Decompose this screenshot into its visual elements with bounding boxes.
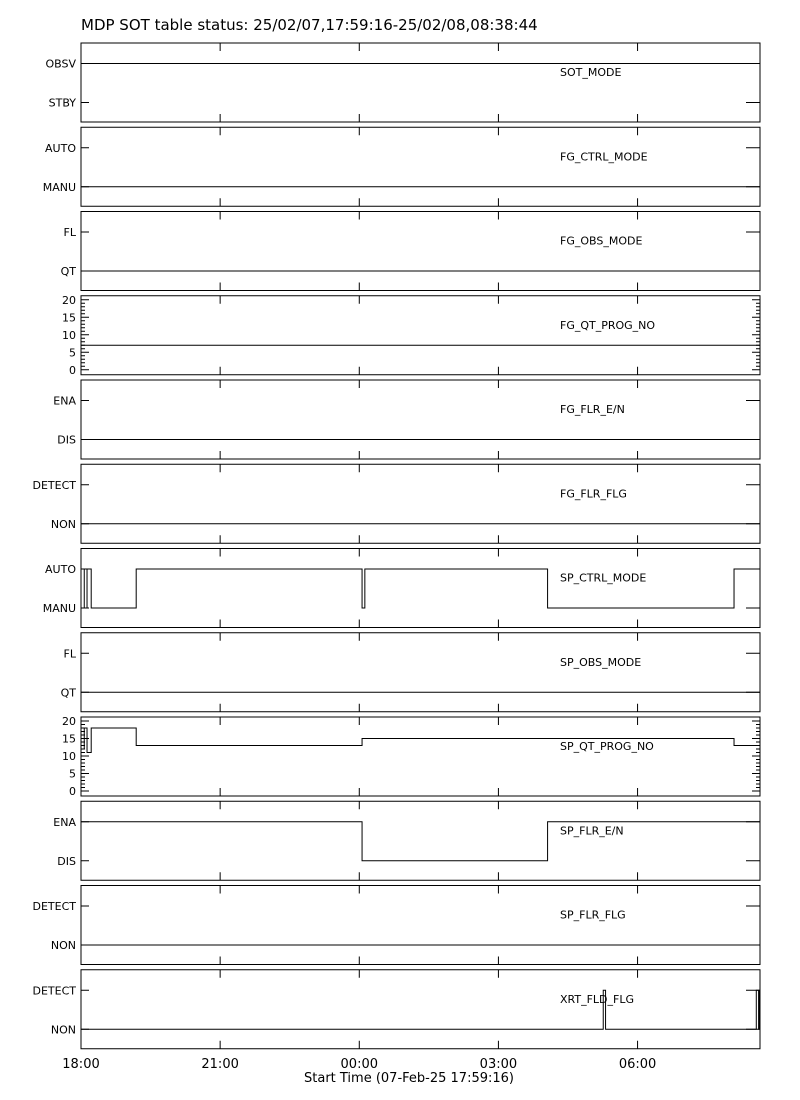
- x-tick-label: 00:00: [340, 1056, 379, 1072]
- y-tick-label: NON: [50, 517, 76, 531]
- panel-fg-obs-mode: [61, 212, 760, 291]
- panel-label: XRT_FLD_FLG: [560, 992, 635, 1006]
- y-tick-label: QT: [60, 265, 76, 278]
- y-tick-label: ENA: [53, 815, 76, 829]
- panel-frame: [81, 970, 760, 1049]
- panel-frame: [81, 43, 760, 122]
- panel-sot-mode: [45, 43, 760, 122]
- panel-label: FG_QT_PROG_NO: [560, 318, 656, 332]
- panel-fg-flr-flg: [33, 464, 761, 543]
- x-tick-label: 03:00: [479, 1056, 518, 1072]
- panel-fg-flr-e-n: [53, 380, 760, 459]
- y-tick-label: 20: [62, 293, 76, 307]
- panel-label: FG_FLR_FLG: [560, 487, 627, 501]
- y-tick-label: OBSV: [45, 57, 76, 71]
- x-tick-label: 06:00: [618, 1056, 657, 1072]
- y-tick-label: NON: [50, 1023, 76, 1037]
- y-tick-label: DETECT: [32, 478, 76, 492]
- panel-label: SP_OBS_MODE: [560, 655, 642, 669]
- panel-label: SP_FLR_E/N: [560, 824, 624, 838]
- series-sp-ctrl-mode: [81, 569, 760, 608]
- y-tick-label: 20: [62, 715, 76, 728]
- panel-sp-obs-mode: [61, 633, 760, 712]
- panel-frame: [81, 380, 760, 459]
- y-tick-label: MANU: [42, 602, 76, 615]
- x-axis-title: Start Time (07-Feb-25 17:59:16): [304, 1071, 514, 1086]
- x-tick-label: 21:00: [201, 1056, 239, 1072]
- panel-sp-flr-e-n: [53, 801, 760, 880]
- panel-frame: [81, 212, 760, 291]
- y-tick-label: 10: [62, 750, 76, 763]
- y-tick-label: MANU: [42, 180, 76, 194]
- panel-label: FG_FLR_E/N: [560, 403, 625, 416]
- y-tick-label: 0: [69, 363, 76, 377]
- y-tick-label: AUTO: [45, 141, 76, 155]
- panel-label: SP_QT_PROG_NO: [560, 740, 654, 753]
- panel-xrt-fld-flg: [33, 970, 761, 1049]
- chart-title: MDP SOT table status: 25/02/07,17:59:16-25/02/08,08:38:44: [81, 16, 538, 34]
- panel-frame: [81, 464, 760, 543]
- y-tick-label: 0: [69, 785, 76, 798]
- series-sp-flr-e-n: [81, 822, 760, 861]
- panel-label: SOT_MODE: [560, 66, 622, 79]
- x-tick-label: 18:00: [62, 1056, 100, 1072]
- panel-label: FG_OBS_MODE: [560, 234, 643, 248]
- series-xrt-fld-flg: [81, 990, 760, 1029]
- y-tick-label: AUTO: [45, 563, 76, 576]
- y-tick-label: DETECT: [32, 984, 76, 998]
- y-tick-label: NON: [50, 939, 76, 952]
- panel-sp-ctrl-mode: [43, 549, 760, 628]
- panel-sp-flr-flg: [33, 886, 761, 965]
- y-tick-label: ENA: [53, 394, 76, 408]
- panel-frame: [81, 127, 760, 206]
- panel-sp-qt-prog-no: [62, 715, 760, 798]
- y-tick-label: 5: [69, 346, 76, 360]
- y-tick-label: 5: [69, 767, 76, 781]
- panel-label: FG_CTRL_MODE: [560, 150, 648, 164]
- panel-frame: [81, 296, 760, 375]
- panel-fg-ctrl-mode: [43, 127, 760, 206]
- y-tick-label: DIS: [57, 433, 76, 447]
- y-tick-label: 15: [62, 311, 76, 325]
- y-tick-label: QT: [60, 686, 76, 700]
- panel-fg-qt-prog-no: [62, 294, 760, 377]
- y-tick-label: DIS: [57, 854, 76, 868]
- series-sp-qt-prog-no: [81, 728, 760, 753]
- y-tick-label: FL: [63, 226, 76, 239]
- panel-label: SP_FLR_FLG: [560, 908, 626, 922]
- panel-label: SP_CTRL_MODE: [560, 571, 647, 585]
- panel-frame: [81, 717, 760, 796]
- y-tick-label: 15: [62, 732, 76, 746]
- y-tick-label: FL: [63, 647, 76, 661]
- y-tick-label: 10: [62, 328, 76, 342]
- panel-frame: [81, 886, 760, 965]
- panel-frame: [81, 549, 760, 628]
- y-tick-label: STBY: [48, 96, 76, 110]
- panel-frame: [81, 801, 760, 880]
- panel-frame: [81, 633, 760, 712]
- y-tick-label: DETECT: [32, 900, 76, 913]
